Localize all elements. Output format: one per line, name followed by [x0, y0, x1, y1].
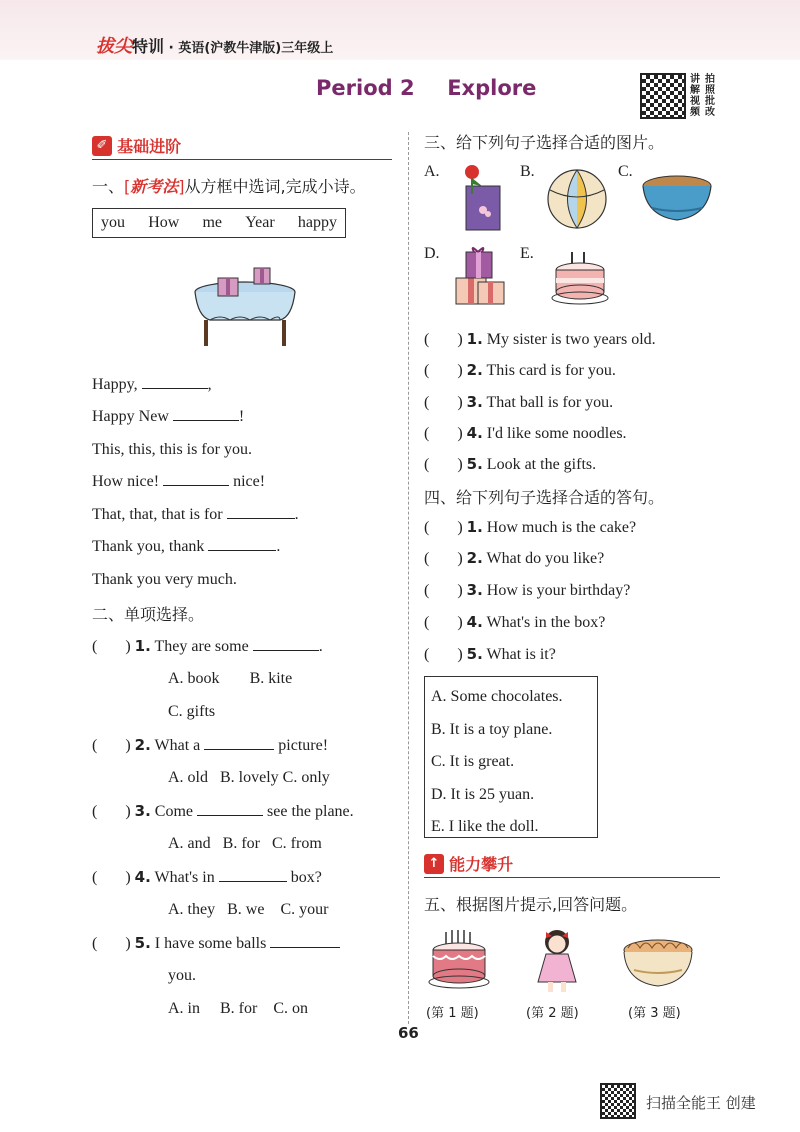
answer-blank[interactable]	[163, 472, 229, 486]
mc-question: ( ) 2. What a picture!	[92, 736, 329, 754]
section-ability-title: 能力攀升	[449, 855, 514, 874]
scanner-qr-icon	[600, 1083, 636, 1119]
column-divider	[408, 132, 409, 1024]
mc-question: ( ) 4. What's in box?	[92, 868, 322, 886]
brand-dot: ·	[168, 40, 174, 56]
reply-question: ( ) 3. How is your birthday?	[424, 581, 631, 599]
answer-option: C. It is great.	[431, 753, 515, 770]
reply-question: ( ) 1. How much is the cake?	[424, 518, 637, 536]
pic-label: E.	[520, 245, 534, 262]
word-box-item: How	[148, 214, 180, 231]
mc-question: ( ) 5. I have some balls	[92, 933, 340, 954]
match-sentence: ( ) 5. Look at the gifts.	[424, 455, 597, 473]
reply-question: ( ) 5. What is it?	[424, 645, 556, 663]
answer-blank[interactable]	[219, 868, 287, 882]
poem-line: Happy New !	[92, 408, 245, 425]
period-label: Period 2	[316, 76, 415, 100]
answer-paren[interactable]: ( )	[424, 456, 463, 473]
qr-caption: 讲 拍 解 照 视 批 频 改	[690, 74, 715, 118]
section-basic-title: 基础进阶	[117, 137, 182, 156]
ball-picture	[546, 168, 608, 230]
match-sentence: ( ) 4. I'd like some noodles.	[424, 424, 627, 442]
noodle-bowl-picture	[620, 936, 696, 990]
poem-line: That, that, that is for .	[92, 506, 299, 523]
part5-title: 五、根据图片提示,回答问题。	[424, 895, 638, 914]
answer-paren[interactable]: ( )	[424, 519, 463, 536]
answer-option: E. I like the doll.	[431, 818, 539, 835]
answer-paren[interactable]: ( )	[92, 638, 131, 655]
page-number: 66	[398, 1024, 419, 1042]
answer-blank[interactable]	[270, 934, 340, 948]
page-title	[316, 76, 536, 100]
caption: (第 1 题)	[426, 1006, 479, 1021]
answer-paren[interactable]: ( )	[92, 737, 131, 754]
answer-paren[interactable]: ( )	[424, 582, 463, 599]
match-sentence: ( ) 3. That ball is for you.	[424, 393, 614, 411]
brand-a: 拔尖	[96, 36, 132, 57]
cake-picture	[550, 248, 610, 306]
answer-blank[interactable]	[173, 407, 239, 421]
answer-blank[interactable]	[227, 505, 295, 519]
caption: (第 2 题)	[526, 1006, 579, 1021]
reply-question: ( ) 2. What do you like?	[424, 549, 605, 567]
pencil-icon: ✐	[92, 136, 112, 156]
answer-paren[interactable]: ( )	[92, 803, 131, 820]
poem-line: Thank you very much.	[92, 571, 237, 588]
mc-question: ( ) 3. Come see the plane.	[92, 802, 354, 820]
poem-line: How nice! nice!	[92, 473, 266, 490]
pic-label: B.	[520, 163, 535, 180]
reply-question: ( ) 4. What's in the box?	[424, 613, 606, 631]
pic-label: D.	[424, 245, 440, 262]
mc-options: A. book B. kite	[168, 670, 293, 687]
answer-blank[interactable]	[142, 375, 208, 389]
answer-paren[interactable]: ( )	[424, 550, 463, 567]
noodles-picture	[640, 170, 714, 224]
answer-blank[interactable]	[253, 637, 319, 651]
word-box-item: happy	[297, 214, 337, 231]
section-ability-header	[424, 852, 720, 878]
answer-paren[interactable]: ( )	[424, 646, 463, 663]
answer-paren[interactable]: ( )	[92, 869, 131, 886]
match-sentence: ( ) 2. This card is for you.	[424, 361, 616, 379]
match-sentence: ( ) 1. My sister is two years old.	[424, 330, 656, 348]
poem-line: Happy, ,	[92, 376, 212, 393]
mc-question: ( ) 1. They are some .	[92, 637, 323, 655]
pic-label: A.	[424, 163, 440, 180]
answer-paren[interactable]: ( )	[92, 935, 131, 952]
answer-paren[interactable]: ( )	[424, 614, 463, 631]
brand-b: 特训	[132, 37, 165, 56]
scanner-watermark: 扫描全能王 创建	[646, 1094, 756, 1112]
answer-box	[424, 676, 598, 838]
answer-blank[interactable]	[208, 537, 276, 551]
answer-option: B. It is a toy plane.	[431, 720, 553, 738]
new-method-tag: 新考法	[130, 177, 179, 196]
mc-options: A. they B. we C. your	[168, 901, 329, 918]
answer-paren[interactable]: ( )	[424, 425, 463, 442]
part4-title: 四、给下列句子选择合适的答句。	[424, 488, 665, 507]
card-picture	[452, 164, 508, 232]
answer-paren[interactable]: ( )	[424, 394, 463, 411]
section-basic-header	[92, 134, 392, 160]
mc-options: A. in B. for C. on	[168, 1000, 308, 1017]
doll-picture	[532, 924, 582, 994]
birthday-cake-picture	[428, 928, 490, 990]
arrow-up-icon: ↑	[424, 854, 444, 874]
mc-options: C. gifts	[168, 703, 216, 720]
caption: (第 3 题)	[628, 1006, 681, 1021]
answer-paren[interactable]: ( )	[424, 331, 463, 348]
part2-title: 二、单项选择。	[92, 605, 205, 624]
period-title: Explore	[447, 76, 537, 100]
mc-continuation: you.	[168, 967, 196, 984]
qr-code-icon[interactable]	[640, 73, 686, 119]
gifts-picture	[452, 244, 508, 308]
word-box-item: you	[101, 214, 125, 231]
mc-options: A. and B. for C. from	[168, 835, 322, 852]
part3-title: 三、给下列句子选择合适的图片。	[424, 133, 665, 152]
part1-title: 一、[新考法]从方框中选词,完成小诗。	[92, 177, 366, 196]
brand-subtitle: 英语(沪教牛津版)三年级上	[178, 41, 334, 56]
answer-option: A. Some chocolates.	[431, 688, 563, 705]
answer-option: D. It is 25 yuan.	[431, 785, 535, 803]
word-box-item: Year	[245, 214, 275, 231]
brand	[96, 32, 333, 58]
poem-line: This, this, this is for you.	[92, 441, 253, 458]
answer-blank[interactable]	[197, 802, 263, 816]
answer-blank[interactable]	[204, 736, 274, 750]
mc-options: A. old B. lovely C. only	[168, 769, 330, 786]
table-gifts-illustration	[190, 262, 300, 348]
word-box-item: me	[202, 214, 223, 231]
word-box	[92, 208, 346, 238]
answer-paren[interactable]: ( )	[424, 362, 463, 379]
poem-line: Thank you, thank .	[92, 538, 281, 555]
pic-label: C.	[618, 163, 633, 180]
